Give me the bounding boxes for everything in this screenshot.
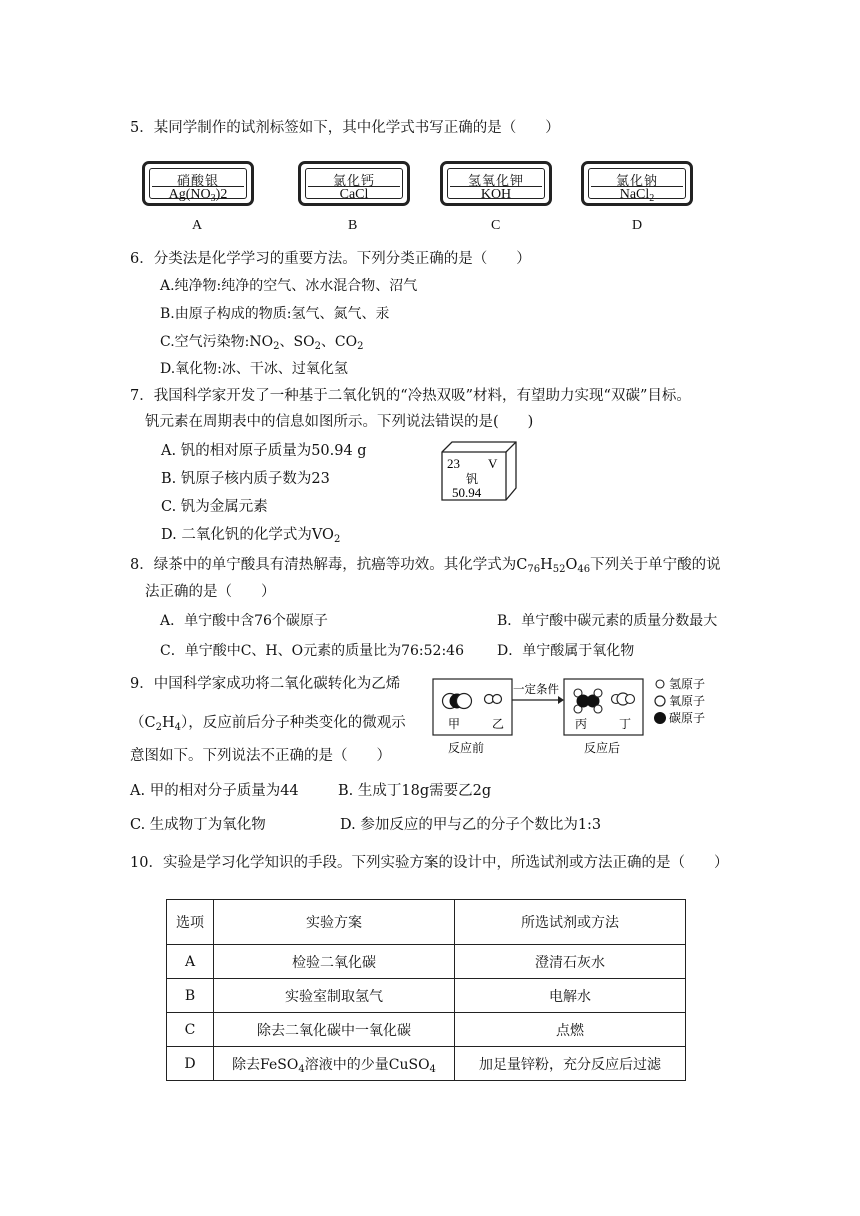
label-name: 硝酸银 (176, 174, 219, 189)
option-letter: A (192, 218, 203, 233)
option-letter: C (491, 218, 501, 233)
legend-carbon: 碳原子 (669, 711, 706, 725)
row-option: C (167, 1013, 214, 1047)
q9-stem-line2: $(C_2H_4)$，反应前后分子种类变化的微观示 (130, 715, 406, 733)
label-name: 氯化钙 (332, 174, 375, 189)
hydrogen-atom-icon (594, 689, 602, 697)
legend-oxygen-icon (655, 696, 665, 706)
q6-stem: 6．分类法是化学学习的重要方法。下列分类正确的是（ ） (130, 251, 531, 267)
option-letter: D (632, 218, 643, 233)
q8-option-c: C．单宁酸中C、H、O元素的质量比为76:52:46 (160, 643, 464, 659)
q7-option-b: B. 钒原子核内质子数为23 (161, 471, 330, 487)
table-row (167, 945, 686, 979)
label-formula: $Ag(NO_3)2$ (168, 187, 228, 204)
q10-stem: 10．实验是学习化学知识的手段。下列实验方案的设计中，所选试剂或方法正确的是（ ） (130, 855, 729, 871)
row-method: 加足量锌粉，充分反应后过滤 (455, 1047, 686, 1081)
legend-hydrogen-icon (656, 680, 664, 688)
q9-option-a: A. 甲的相对分子质量为44 (130, 783, 299, 799)
table-row (167, 1047, 686, 1081)
header-method: 所选试剂或方法 (455, 900, 686, 945)
q8-option-a: A．单宁酸中含76个碳原子 (160, 613, 328, 629)
row-plan: 实验室制取氢气 (214, 979, 455, 1013)
row-method: 点燃 (455, 1013, 686, 1047)
row-option: D (167, 1047, 214, 1081)
q6-option-a: A.纯净物:纯净的空气、冰水混合物、沼气 (160, 278, 418, 294)
q6-option-c: C.空气污染物$:NO_2$、$SO_2$、$CO_2$ (160, 334, 364, 352)
q7-option-c: C. 钒为金属元素 (161, 499, 268, 515)
q8-option-b: B．单宁酸中碳元素的质量分数最大 (497, 613, 718, 629)
label-formula: CaCl (339, 187, 369, 202)
label-formula: NaCl$_2$ (619, 187, 655, 204)
label-name: 氢氧化钾 (467, 174, 524, 189)
experiment-table (166, 899, 686, 1081)
label-yi: 乙 (492, 717, 505, 731)
row-option: A (167, 945, 214, 979)
label-jia: 甲 (448, 717, 461, 731)
header-plan: 实验方案 (214, 900, 455, 945)
q7-option-d: D. 二氧化钒的化学式为$VO_2$ (161, 527, 341, 545)
legend-carbon-icon (654, 712, 666, 724)
q6-option-b: B.由原子构成的物质:氢气、氮气、汞 (160, 306, 390, 322)
element-mass: 50.94 (452, 485, 482, 500)
oxygen-atom-icon (457, 694, 472, 709)
q9-stem-line1: 9．中国科学家成功将二氧化碳转化为乙烯 (130, 676, 401, 692)
element-cell-vanadium (438, 438, 520, 504)
q7-option-a: A. 钒的相对原子质量为50.94 g (161, 443, 367, 459)
label-bing: 丙 (575, 717, 588, 731)
label-formula: KOH (480, 187, 512, 202)
row-option: B (167, 979, 214, 1013)
table-row (167, 1013, 686, 1047)
q9-option-d: D. 参加反应的甲与乙的分子个数比为1:3 (340, 817, 602, 833)
element-number: 23 (447, 456, 460, 471)
hydrogen-atom-icon (626, 695, 635, 704)
q8-option-d: D．单宁酸属于氧化物 (497, 643, 635, 659)
header-option: 选项 (167, 900, 214, 945)
q8-stem-line1: 8．绿茶中的单宁酸具有清热解毒，抗癌等功效。其化学式为$C_{76}H_{52}O_{46}$下列关于单宁酸的说 (130, 557, 721, 575)
reaction-condition: 一定条件 (513, 682, 559, 696)
q6-option-d: D.氧化物:冰、干冰、过氧化氢 (160, 361, 348, 377)
reagent-label-b (298, 161, 410, 206)
option-letter: B (348, 218, 358, 233)
label-name: 氯化钠 (615, 174, 658, 189)
row-plan: 除去二氧化碳中一氧化碳 (214, 1013, 455, 1047)
legend-hydrogen: 氢原子 (669, 677, 706, 691)
reaction-diagram (430, 674, 720, 760)
arrow-icon (558, 696, 564, 704)
element-name: 钒 (466, 472, 479, 486)
q7-stem-line1: 7．我国科学家开发了一种基于二氧化钒的“冷热双吸”材料，有望助力实现“双碳”目标。 (130, 388, 691, 404)
row-plan: 除去FeSO$_4$溶液中的少量CuSO$_4$ (214, 1047, 455, 1081)
label-ding: 丁 (619, 717, 632, 731)
row-method: 电解水 (455, 979, 686, 1013)
row-plan: 检验二氧化碳 (214, 945, 455, 979)
q9-option-b: B. 生成丁18g需要乙2g (338, 783, 492, 799)
table-row (167, 979, 686, 1013)
q5-stem: 5．某同学制作的试剂标签如下，其中化学式书写正确的是（ ） (130, 120, 560, 136)
q9-stem-line3: 意图如下。下列说法不正确的是（ ） (130, 748, 391, 764)
table-header-row (167, 900, 686, 945)
hydrogen-atom-icon (493, 695, 502, 704)
q8-stem-line2: 法正确的是（ ） (145, 584, 276, 600)
legend-oxygen: 氧原子 (669, 694, 706, 708)
label-after: 反应后 (584, 741, 621, 755)
q7-stem-line2: 钒元素在周期表中的信息如图所示。下列说法错误的是( ) (145, 414, 534, 430)
reagent-label-a (142, 161, 254, 206)
label-before: 反应前 (448, 741, 485, 755)
reagent-label-d (581, 161, 693, 206)
q9-option-c: C. 生成物丁为氧化物 (130, 817, 266, 833)
row-method: 澄清石灰水 (455, 945, 686, 979)
hydrogen-atom-icon (594, 705, 602, 713)
element-symbol: V (488, 456, 498, 471)
reagent-label-c (440, 161, 552, 206)
